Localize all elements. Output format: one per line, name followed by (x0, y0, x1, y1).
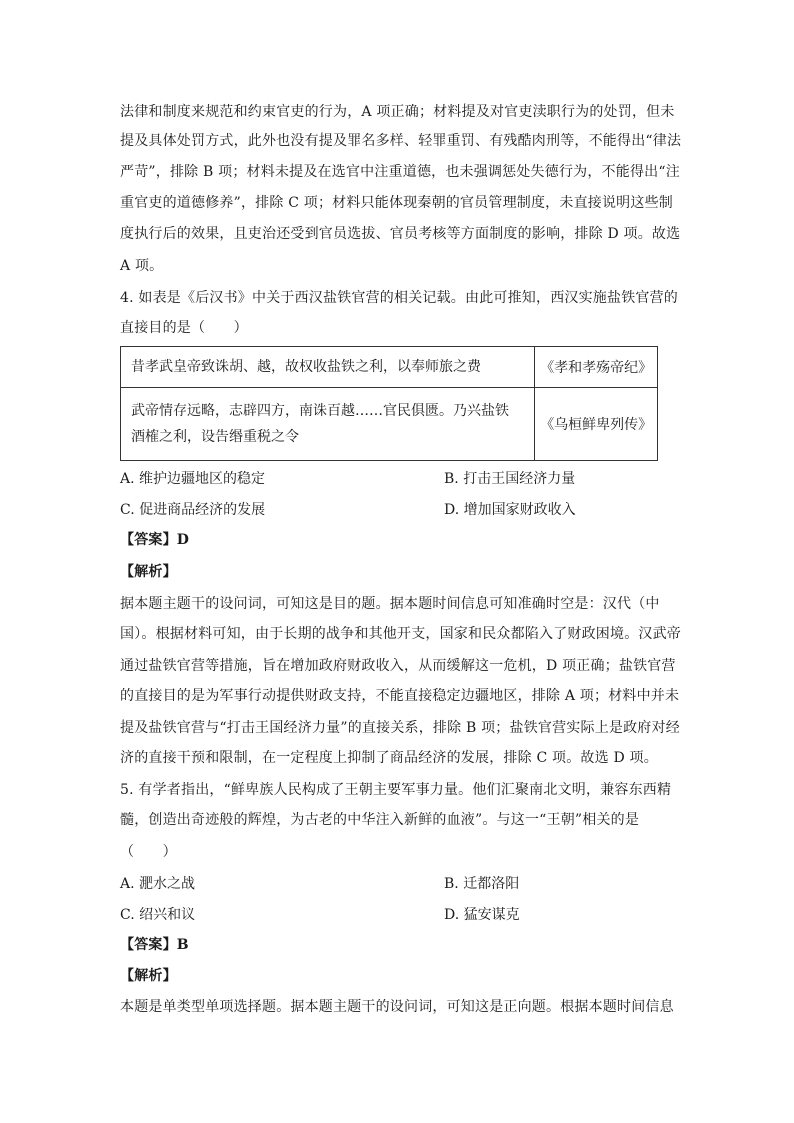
q4-option-c: C. 促进商品经济的发展 (120, 502, 266, 518)
q4-analysis-line: 的直接目的是为军事行动提供财政支持，不能直接稳定边疆地区，排除 A 项；材料中并未 (120, 688, 680, 704)
intro-line: 严苛”，排除 B 项；材料未提及在选官中注重道德，也未强调惩处失德行为，不能得出“注 (120, 164, 680, 180)
q4-analysis-line: 国）。根据材料可知，由于长期的战争和其他开支，国家和民众都陷入了财政困境。汉武帝 (120, 626, 681, 642)
q5-option-b: B. 迁都洛阳 (444, 876, 520, 892)
q4-analysis-line: 通过盐铁官营等措施，旨在增加政府财政收入，从而缓解这一危机，D 项正确；盐铁官营 (120, 658, 676, 674)
q4-source-table (120, 346, 658, 461)
q5-option-d: D. 猛安谋克 (444, 907, 520, 923)
q4-analysis-line: 济的直接干预和限制，在一定程度上抑制了商品经济的发展，排除 C 项。故选 D 项。 (120, 750, 658, 766)
q4-stem-line: 直接目的是（ ） (120, 320, 248, 336)
q4-option-d: D. 增加国家财政收入 (444, 502, 576, 518)
q5-stem-line: （ ） (120, 844, 177, 860)
q4-stem-line: 4. 如表是《后汉书》中关于西汉盐铁官营的相关记载。由此可推知，西汉实施盐铁官营的 (120, 290, 679, 306)
q4-answer: 【答案】D (120, 532, 190, 548)
q4-analysis-line: 提及盐铁官营与“打击王国经济力量”的直接关系，排除 B 项；盐铁官营实际上是政府对经 (120, 720, 680, 736)
intro-line: 提及具体处罚方式，此外也没有提及罪名多样、轻罪重罚、有残酷肉刑等，不能得出“律法 (120, 133, 682, 149)
table-row (121, 347, 658, 388)
table-cell-source: 《乌桓鲜卑列传》 (535, 388, 658, 461)
q4-option-b: B. 打击王国经济力量 (444, 471, 576, 487)
table-cell-text-line: 武帝情存远略，志辟四方，南诛百越……官民俱匮。乃兴盐铁 (131, 403, 509, 419)
intro-line: 法律和制度来规范和约束官吏的行为，A 项正确；材料提及对官吏渎职行为的处罚，但未 (120, 104, 675, 120)
intro-line: 度执行后的效果，且吏治还受到官员选拔、官员考核等方面制度的影响，排除 D 项。故选 (120, 226, 681, 242)
table-cell-text (121, 388, 535, 461)
q5-option-c: C. 绍兴和议 (120, 907, 196, 923)
table-cell-text: 昔孝武皇帝致诛胡、越，故权收盐铁之利，以奉师旅之费 (121, 347, 535, 388)
table-cell-source: 《孝和孝殇帝纪》 (535, 347, 658, 388)
q4-analysis-heading: 【解析】 (120, 564, 177, 580)
table-cell-text-line: 酒榷之利，设告缗重税之令 (131, 429, 299, 445)
q5-answer: 【答案】B (120, 937, 189, 953)
q4-analysis-line: 据本题主题干的设问词，可知这是目的题。据本题时间信息可知准确时空是：汉代（中 (120, 596, 660, 612)
q5-analysis-line: 本题是单类型单项选择题。据本题主题干的设问词，可知这是正向题。根据本题时间信息 (120, 999, 674, 1015)
intro-line: A 项。 (120, 258, 164, 274)
table-row (121, 388, 658, 461)
q5-option-a: A. 淝水之战 (120, 876, 196, 892)
intro-line: 重官吏的道德修养”，排除 C 项；材料只能体现秦朝的官员管理制度，未直接说明这些制 (120, 195, 673, 211)
q5-stem-line: 髓，创造出奇迹般的辉煌，为古老的中华注入新鲜的血液”。与这一“王朝”相关的是 (120, 812, 640, 828)
q5-stem-line: 5. 有学者指出，“鲜卑族人民构成了王朝主要军事力量。他们汇聚南北文明，兼容东西精 (120, 782, 672, 798)
q4-option-a: A. 维护边疆地区的稳定 (120, 471, 266, 487)
q5-analysis-heading: 【解析】 (120, 968, 177, 984)
